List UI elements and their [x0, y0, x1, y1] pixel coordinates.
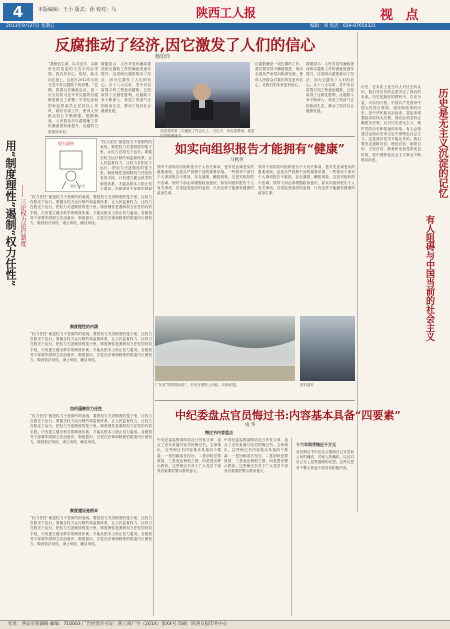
left-column-headline: 用“制度理性”遏制“权力任性”: [4, 140, 17, 287]
header-info: 本版编辑：王小 版式：孙 校对：马: [38, 7, 117, 13]
bottom-text-col2: 中央纪委监察部网站近日刊发文章，盘点了近年来落马官员的悔过书。文章指出，这些悔过书内容基本具备四个要素：一是回顾成长经历，二是剖析犯罪原因，三是表达悔恨之情，四是提出警示教育。这些悔过书对于广大党员干部具有重要的警示教育意义。: [224, 438, 288, 474]
lead-headline: 反腐推动了经济,因它激发了人们的信心: [55, 36, 316, 54]
lead-photo-caption: 在国务院第二次廉政工作会议上，习近平、李克强强调，推进: [160, 129, 255, 133]
bottom-byline: 南 华: [245, 423, 256, 428]
middle-photo-side: [300, 316, 355, 381]
right-column-headline2: 有人阻碍与中国当前的社会主义: [424, 215, 434, 341]
waterfall-photo-icon: [155, 316, 295, 381]
bottom-text-col1: 中央纪委监察部网站近日刊发文章，盘点了近年来落马官员的悔过书。文章指出，这些悔过书内容基本具备四个要素：一是回顾成长经历，二是剖析犯罪原因，三是表达悔恨之情，四是提出警示教育。这些悔过书对于广大党员干部具有重要的警示教育意义。: [157, 438, 221, 474]
date-line: 2013年9月27日 星期五: [6, 24, 55, 29]
date-bar: [0, 23, 450, 30]
lead-divider: [45, 136, 355, 137]
bottom-subhead: 悔过书内容盘点: [205, 430, 233, 435]
left-subhead-1: 制度理性的内涵: [70, 324, 98, 329]
paper-name: 陕西工人报: [196, 6, 257, 20]
left-column-text-end: “权力任性”就是权力不受制约的表现，要把权力关进制度的笼子里，让权力在阳光下运行。要健全权力运行制约和监督体系，让人民监督权力，让权力在阳光下运行，把权力关进制度的笼子里。制度理性是遏制权力任性的有效手段，只有建立健全科学的制度体系，才能从根本上防止权力滥用。各级领导干部要牢固树立法治意识、制度意识，自觉在法律和制度的框架内行使权力，做到依法用权、秉公用权、廉洁用权。: [30, 516, 152, 547]
right-column-text: 历史，在本质上是当代人对过去的认识。我们对历史的态度决定了我们的未来。历史是最好的教科书，以史为鉴，可以知兴替。中国共产党领导中国人民进行革命、建设和改革的历史，是中华民族从站起来、富起来到强起来的伟大历程。我们必须坚持正确的历史观，反对历史虚无主义，维护党的历史和领袖的形象。有人企图通过歪曲历史来否定中国特色社会主义，这是我们坚决不能允许的。我们要坚定道路自信、理论自信、制度自信、文化自信，继承和发扬党的优良传统，把中国特色社会主义事业不断推向前进。: [361, 85, 421, 162]
middle-divider: [155, 400, 355, 401]
left-column-text-bottom: “权力任性”就是权力不受制约的表现，要把权力关进制度的笼子里，让权力在阳光下运行。要健全权力运行制约和监督体系，让人民监督权力，让权力在阳光下运行，把权力关进制度的笼子里。制度理性是遏制权力任性的有效手段，只有建立健全科学的制度体系，才能从根本上防止权力滥用。各级领导干部要牢固树立法治意识、制度意识，自觉在法律和制度的框架内行使权力，做到依法用权、秉公用权、廉洁用权。: [30, 414, 152, 445]
section-name: 视 点: [380, 8, 423, 23]
middle-byline: 马秋英: [230, 158, 244, 163]
bottom-sidebox-head: 十六年间受贿近千万元: [296, 442, 336, 447]
page-number: 4: [3, 3, 33, 21]
right-column-rule: [357, 32, 358, 512]
left-column-rule: [153, 138, 154, 616]
middle-text-col2: 领导干部如实向组织报告个人有关事项，是对党忠诚老实的重要表现，也是从严管理干部的重要举措。一些领导干部对个人事项报告不重视，存在漏报、瞒报现象，这是对组织的不忠诚。领导干部必须增强政治意识，如实向组织报告个人有关事项，自觉接受组织的监督，只有这样才能拥有健康的政治生命。: [258, 165, 355, 196]
bottom-headline: 中纪委盘点官员悔过书:内容基本具备“四要素”: [175, 409, 401, 422]
lead-text-col4: 数据显示：人民对党风廉政建设和反腐败工作的满意度逐年提升，这说明反腐败推动了经济，因为它激发了人们的信心。从十八大以来，党中央以雷霆万钧之势惩治腐败，已经取得了压倒性胜利，反腐败斗争不断深入，营造了风清气正的政治生态，推动了经济社会健康发展。: [306, 62, 354, 113]
left-column-text-lower: “权力任性”就是权力不受制约的表现，要把权力关进制度的笼子里，让权力在阳光下运行。要健全权力运行制约和监督体系，让人民监督权力，让权力在阳光下运行，把权力关进制度的笼子里。制度理性是遏制权力任性的有效手段，只有建立健全科学的制度体系，才能从根本上防止权力滥用。各级领导干部要牢固树立法治意识、制度意识，自觉在法律和制度的框架内行使权力，做到依法用权、秉公用权、廉洁用权。: [30, 332, 152, 363]
cartoon-title: 权力清单: [58, 141, 74, 146]
lead-byline: 杨伯玲: [155, 54, 171, 60]
bottom-sidebox-text: 官员悔过书中往往会提到自己对党和人民的愧疚，对家人的愧疚，以及对自己走上犯罪道路的反思。这些反思对于警示其他干部具有积极作用。: [296, 450, 354, 470]
middle-photo-caption: 广东省“网络微问政”，市民在网络上问政，反映问题。: [155, 383, 240, 387]
lead-text-col2: 数据显示：人民对党风廉政建设和反腐败工作的满意度逐年提升，这说明反腐败推动了经济，因为它激发了人们的信心。从十八大以来，党中央以雷霆万钧之势惩治腐败，已经取得了压倒性胜利，反腐败斗争不断深入，营造了风清气正的政治生态，推动了经济社会健康发展。: [101, 62, 151, 113]
speaker-photo-icon: [155, 62, 250, 128]
lead-photo: [155, 62, 250, 128]
middle-photo-waterfall: [155, 316, 295, 381]
left-column-subtitle: —— 三论权力运行制度: [19, 185, 26, 247]
cartoon-credit: 漫画 / 作者: [70, 184, 85, 188]
left-subhead-3: 制度建设是根本: [70, 508, 98, 513]
right-column-headline: 历史是无主义沉淀的记忆: [436, 88, 447, 198]
editor-contact: 编辑：刘 电话：029-87654321: [310, 24, 377, 29]
left-column-text-top: “权力任性”就是权力不受制约的表现，要把权力关进制度的笼子里，让权力在阳光下运行。要健全权力运行制约和监督体系，让人民监督权力，让权力在阳光下运行，把权力关进制度的笼子里。制度理性是遏制权力任性的有效手段，只有建立健全科学的制度体系，才能从根本上防止权力滥用。各级领导干部要牢固树: [100, 140, 152, 190]
middle-headline: 如实向组织报告才能拥有“健康”: [175, 142, 345, 156]
left-subhead-2: 如何遏制权力任性: [70, 406, 102, 411]
middle-photo2-caption: 资料图片: [300, 383, 314, 387]
footer-text: 社址：西安市莲湖路 邮编：710003 广告经营许可证：陕工商广字（201X）第XX号 印刷：陕西日报印务中心: [8, 622, 228, 627]
middle-text-col1: 领导干部如实向组织报告个人有关事项，是对党忠诚老实的重要表现，也是从严管理干部的重要举措。一些领导干部对个人事项报告不重视，存在漏报、瞒报现象，这是对组织的不忠诚。领导干部必须增强政治意识，如实向组织报告个人有关事项，自觉接受组织的监督，只有这样才能拥有健康的政治生命。: [157, 165, 254, 196]
lead-text-col1: “我相信主席，以习近平、以我所在的党委的习近平同志带领，我们有信心，相信，能走向正道上，这是在2012年当初习近平对反腐做下的部署。”近期，我国召开廉政会议，是一次当初的习近平对反腐的反腐推进做出了部署。中央纪委和国家监察委员会坚持以上作风，做好各项工作，使得人民群众信心不断增强。根据调查，人民群众对反腐倡廉工作的满意度持续提升，反腐的力度前所未有。: [48, 62, 98, 134]
lead-text-col3: 反腐倡廉是一项长期的工作，我们要坚持不懈地推进，推动全面从严治党向纵深发展，使得人民群众对我们的党更有信心，对我们的未来更有信心。: [255, 62, 303, 87]
left-column-text-mid: “权力任性”就是权力不受制约的表现，要把权力关进制度的笼子里，让权力在阳光下运行。要健全权力运行制约和监督体系，让人民监督权力，让权力在阳光下运行，把权力关进制度的笼子里。制度理性是遏制权力任性的有效手段，只有建立健全科学的制度体系，才能从根本上防止权力滥用。各级领导干部要牢固树立法治意识、制度意识，自觉在法律和制度的框架内行使权力，做到依法用权、秉公用权、廉洁用权。: [30, 195, 152, 226]
